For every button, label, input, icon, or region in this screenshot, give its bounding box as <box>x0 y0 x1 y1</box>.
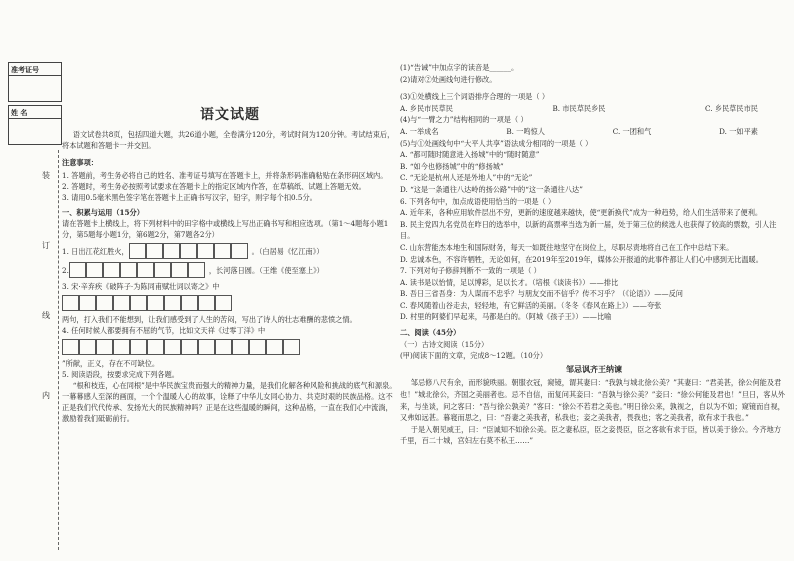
note-item: 2. 答题时，考生务必按照考试要求在答题卡上的指定区域内作答，在草稿纸、试题上答题无效。 <box>62 182 366 191</box>
option[interactable]: B. 一鸣惊人 <box>506 126 545 136</box>
answer-cell[interactable] <box>197 243 214 259</box>
option[interactable]: D. 忠诚本色，不容许牺牲，无论如何，在2019年至2019年，媒体公开报道的此事件都让人们心中感到无比温暖。 <box>400 254 763 264</box>
binding-line <box>58 150 59 550</box>
section-2-heading: 二、阅读（45分） <box>400 328 461 338</box>
page-title: 语文试题 <box>200 107 260 123</box>
binding-char: 内 <box>42 391 50 400</box>
option[interactable]: C. 山东营能杰本地生和国际财务，每天一如既往地坚守在岗位上，尽职尽责地将自己在工作中总结下来。 <box>400 242 734 252</box>
section-1-desc: 请在答题卡上横线上，将下列材料中的田字格中或横线上写出正确书写和相应选项。（第1～4题每小题1分，第5题每小题1分，第6题2分，第7题各2分） <box>62 219 389 239</box>
q2-source: ，长河落日圆。（王维《使至塞上》） <box>208 265 324 275</box>
option[interactable]: C. 一团和气 <box>612 126 652 136</box>
answer-cell[interactable] <box>188 262 205 278</box>
answer-cell[interactable] <box>113 295 130 311</box>
answer-cell[interactable] <box>249 339 266 355</box>
binding-char: 线 <box>42 311 50 320</box>
answer-cell[interactable] <box>215 295 232 311</box>
answer-cell[interactable] <box>181 295 198 311</box>
answer-cell[interactable] <box>180 243 197 259</box>
answer-cell[interactable] <box>232 339 249 355</box>
binding-char: 装 <box>42 171 50 180</box>
q4-tail: ”所献，正义，存在不可缺位。 <box>62 359 160 368</box>
passage-paragraph: 于是入朝见威王，曰：“臣诚知不如徐公美。臣之妻私臣，臣之妾畏臣，臣之客欲有求于臣，皆以美于徐公。今齐地方千里，百二十城，宫妇左右莫不私王……” <box>400 424 782 446</box>
answer-cell[interactable] <box>215 339 232 355</box>
q4-options <box>400 126 788 138</box>
q3-text: 两句，打入我们不能想到，让我们感受到了人生的苦闷，写出了诗人的壮志难酬的悲愤之情。 <box>62 315 357 324</box>
name-label: 姓 名 <box>11 108 28 117</box>
answer-cell[interactable] <box>137 262 154 278</box>
q3-heading: (3)①处横线上三个词语排序合理的一项是（ ） <box>400 92 550 102</box>
option[interactable]: B. 吾日三省吾身：为人谋而不忠乎？与朋友交而不信乎？传不习乎？（《论语》）——反问 <box>400 289 683 299</box>
section-1-heading: 一、积累与运用（15分） <box>62 208 144 217</box>
option[interactable]: D. “这是一条通往八达岭的扬公路”中的“这一条通往八达” <box>400 184 583 194</box>
exam-intro: 语文试卷共8页，包括四道大题，共26道小题，全卷满分120分，考试时间为120分钟。考试结束后，将本试题和答题卡一并交回。 <box>62 130 395 150</box>
option[interactable]: C. “无论是杭州人还是外地人”中的“无论” <box>400 173 533 183</box>
answer-cell[interactable] <box>171 262 188 278</box>
q3-label: 3. 宋·辛弃疾《破阵子·为陈同甫赋壮词以寄之》中 <box>62 282 220 291</box>
q-top-item: (2)请对②处画线句进行修改。 <box>400 74 497 84</box>
note-item: 1. 答题前，考生务必将自己的姓名、准考证号填写在答题卡上，并将条形码准确粘贴在条形码区域内。 <box>62 171 388 180</box>
answer-cell[interactable] <box>129 243 146 259</box>
note-item: 3. 请用0.5毫米黑色签字笔在答题卡上正确书写汉字，铅字，则字每个扣0.5分。 <box>62 193 317 202</box>
option[interactable]: B. “如今也修扬城”中的“修扬城” <box>400 161 504 171</box>
answer-cell[interactable] <box>266 339 283 355</box>
q6-heading: 6. 下列各句中，加点成语使用恰当的一项是（ ） <box>400 196 556 206</box>
q1-source: 。（白居易《忆江南》） <box>251 246 324 256</box>
answer-cell[interactable] <box>181 339 198 355</box>
binding-char: 订 <box>42 241 50 250</box>
subsection-heading: （一）古诗文阅读（15分） <box>400 339 489 349</box>
answer-cell[interactable] <box>79 339 96 355</box>
answer-cell[interactable] <box>69 262 86 278</box>
passage-paragraph: 邹忌修八尺有余，而形貌昳丽。朝服衣冠，窥镜，谓其妻曰：“我孰与城北徐公美？”其妻曰：“君美甚，徐公何能及君也！”城北徐公，齐国之美丽者也。忌不自信，而复问其妾曰：“吾孰与徐公美？”妾曰：“徐公何能及君也！”旦日，客从外来，与坐谈，问之客曰：“吾与徐公孰美？”客曰：“徐公不若君之美也。”明日徐公来，孰视之，自以为不如；窥镜而自视，又弗如远甚。暮寝而思之，曰：“吾妻之美我者，私我也；妾之美我者，畏我也；客之美我者，欲有求于我也。” <box>400 378 785 423</box>
answer-cell[interactable] <box>147 295 164 311</box>
notes-heading: 注意事项： <box>62 158 98 167</box>
exam-number-box[interactable] <box>8 62 62 102</box>
q5-heading: (5)与①处画线句中“大平人共享”语法成分相同的一项是（ ） <box>400 138 593 148</box>
answer-cell[interactable] <box>164 339 181 355</box>
q1-label: 1. 日出江花红胜火， <box>62 246 129 256</box>
answer-cell[interactable] <box>147 339 164 355</box>
answer-cell[interactable] <box>163 243 180 259</box>
answer-cell[interactable] <box>130 339 147 355</box>
answer-cell[interactable] <box>96 295 113 311</box>
answer-cell[interactable] <box>96 339 113 355</box>
answer-cell[interactable] <box>164 295 181 311</box>
option[interactable]: B. 市民草民乡民 <box>552 103 606 113</box>
exam-number-label: 准考证号 <box>11 65 39 74</box>
q4-label: 4. 任何时候人都要拥有不屈的气节，比如文天祥《过零丁洋》中 <box>62 326 266 335</box>
q4-answer-row <box>62 339 398 355</box>
option[interactable]: D. 一如平素 <box>719 126 758 136</box>
answer-cell[interactable] <box>198 295 215 311</box>
answer-cell[interactable] <box>62 339 79 355</box>
left-column <box>62 100 398 424</box>
q4-heading: (4)与“一臂之力”结构相同的一项是（ ） <box>400 115 528 125</box>
q5-label: 5. 阅读语段，按要求完成下列各题。 <box>62 370 179 379</box>
option[interactable]: A. 乡民市民草民 <box>400 103 453 113</box>
q-top-item: (1)“告诫”中加点字的读音是______。 <box>400 63 519 72</box>
name-box[interactable] <box>8 105 62 145</box>
q2-answer-row <box>62 262 398 278</box>
subsection-desc: (甲)阅读下面的文章，完成8～12题。（10分） <box>400 351 548 361</box>
option[interactable]: A. 一举成名 <box>400 126 439 136</box>
option[interactable]: C. 春风随着山谷走去，轻轻地，有它鲜活的美丽。（冬冬《春风在路上》）——夸张 <box>400 300 662 310</box>
answer-cell[interactable] <box>79 295 96 311</box>
answer-cell[interactable] <box>146 243 163 259</box>
q2-label: 2. <box>62 265 69 275</box>
answer-cell[interactable] <box>154 262 171 278</box>
answer-cell[interactable] <box>198 339 215 355</box>
answer-cell[interactable] <box>86 262 103 278</box>
option[interactable]: D. 村里的阿婆们早起来，马都是白的。（阿城《孩子王》）——比喻 <box>400 312 612 322</box>
answer-cell[interactable] <box>120 262 137 278</box>
option[interactable]: B. 民主党四九名党员在昨日的选举中，以新的高票率当选为新一届，处于第三位的候选人也获得了较高的票数，引人注目。 <box>400 219 777 241</box>
option[interactable]: A. 近年来，各种应用软件层出不穷，更新的速度越来越快，使“更新换代”成为一种趋势，给人们生活带来了便利。 <box>400 208 763 218</box>
answer-cell[interactable] <box>283 339 300 355</box>
answer-cell[interactable] <box>214 243 231 259</box>
answer-cell[interactable] <box>113 339 130 355</box>
answer-cell[interactable] <box>103 262 120 278</box>
q3-options <box>400 103 788 115</box>
candidate-info <box>8 62 62 148</box>
q1-answer-row <box>62 243 398 259</box>
answer-cell[interactable] <box>62 295 79 311</box>
right-column <box>400 62 788 447</box>
answer-cell[interactable] <box>231 243 248 259</box>
passage-title: 邹忌讽齐王纳谏 <box>566 363 622 374</box>
q3-answer-row <box>62 295 398 311</box>
q5-passage: “根和枝连，心在同根”是中华民族宝贵而强大的精神力量，是我们化解各种风险和挑战的底气和源泉。一幕幕感人至深的画面，一个个温暖人心的故事，诠释了中华儿女同心协力、共克时艰的民族品格。这不正是我们代代传承、发扬光大的民族精神吗？正是在这些温暖的瞬间，这种品格，一直在我们心中流淌，激励着我们砥砺前行。 <box>62 381 397 423</box>
answer-cell[interactable] <box>130 295 147 311</box>
option[interactable]: C. 乡民草民市民 <box>705 103 758 113</box>
option[interactable]: A. “都可随时随意进入扬城”中的“随时随意” <box>400 150 540 160</box>
q7-heading: 7. 下列对句子修辞判断不一致的一项是（ ） <box>400 266 541 276</box>
option[interactable]: A. 读书是以怡情，足以博彩，足以长才。（培根《谈读书》）——排比 <box>400 277 619 287</box>
